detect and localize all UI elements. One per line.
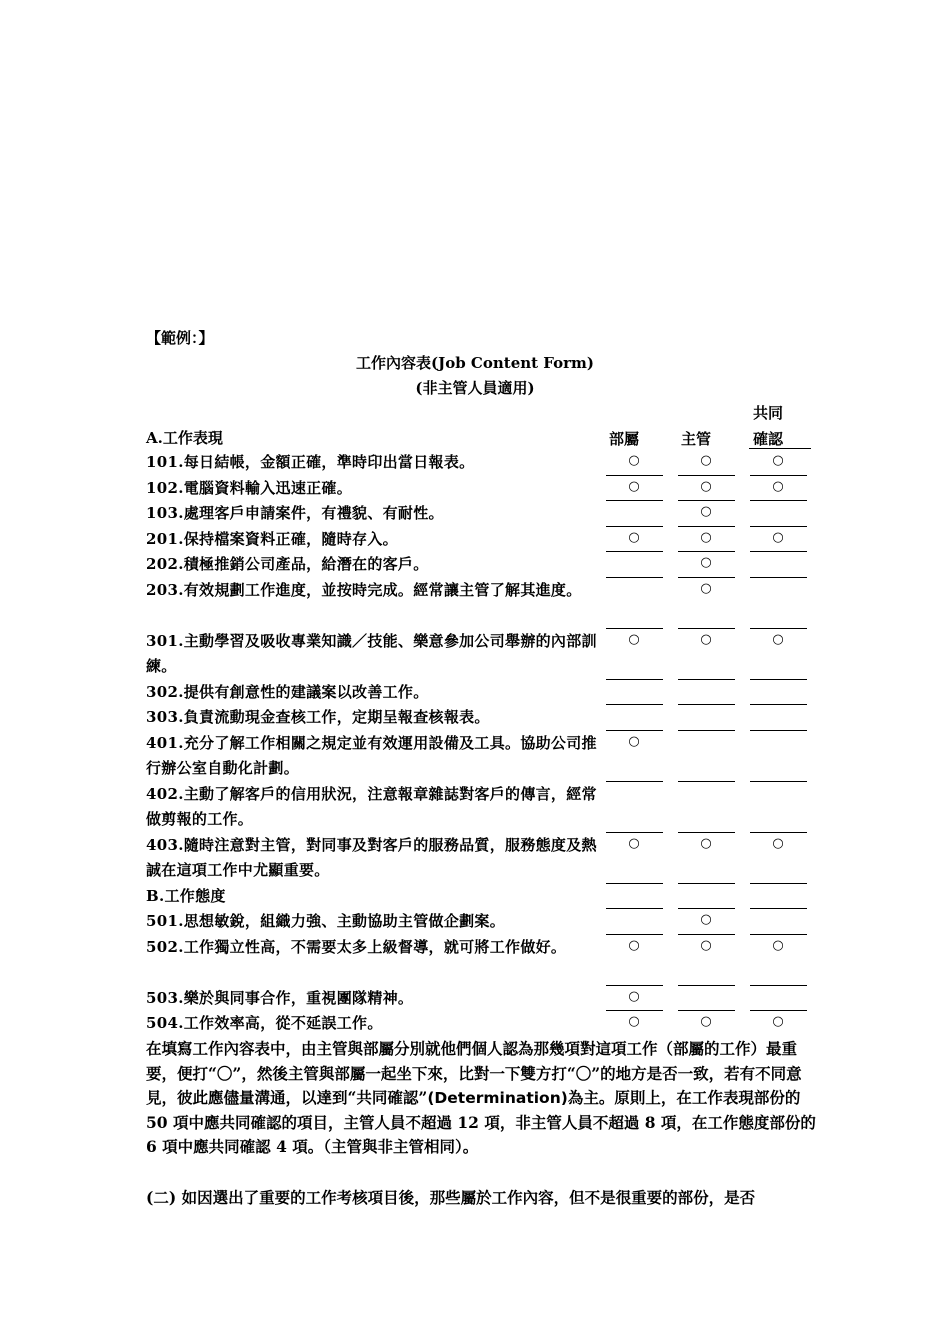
table-row-text: 401.充分了解工作相關之規定並有效運用設備及工具。協助公司推行辦公室自動化計劃。	[146, 733, 597, 777]
cell-underline	[678, 985, 735, 986]
cell-underline	[606, 500, 663, 501]
cell-underline	[678, 551, 735, 552]
cell-underline	[750, 832, 807, 833]
cell-underline	[750, 730, 807, 731]
column-joint-line1: 共同	[753, 404, 784, 422]
table-row-text: 101.每日結帳，金額正確，準時印出當日報表。	[146, 453, 475, 471]
cell-underline	[678, 628, 735, 629]
check-mark: ○	[772, 453, 784, 468]
check-mark: ○	[700, 1014, 712, 1029]
column-supervisor: 主管	[681, 430, 712, 448]
cell-underline	[678, 730, 735, 731]
check-mark: ○	[700, 478, 712, 494]
cell-underline	[750, 679, 807, 680]
cell-underline	[750, 577, 807, 578]
explanation-text-1: 在填寫工作內容表中，由主管與部屬分別就他們個人認為那幾項對這項工作（部屬的工作）最重要，便打“〇”，然後主管與部屬一起坐下來，比對一下雙方打“〇”的地方是否一致，若有不同意見，彼此應儘量溝通，以達到“共同確認”	[146, 1039, 802, 1107]
cell-underline	[678, 577, 735, 578]
table-row-text: 403.隨時注意對主管，對同事及對客戶的服務品質，服務態度及熱誠在這項工作中尤顯重要。	[146, 835, 597, 879]
cell-underline	[606, 883, 663, 884]
cell-underline	[750, 500, 807, 501]
cell-underline	[750, 1010, 807, 1011]
check-mark: ○	[772, 631, 784, 647]
cell-underline	[750, 475, 807, 476]
section-two-paragraph: (二) 如因選出了重要的工作考核項目後，那些屬於工作內容，但不是很重要的部份，是否	[146, 1188, 756, 1207]
check-mark: ○	[772, 1014, 784, 1029]
table-row-text: 501.思想敏銳，組織力強、主動協助主管做企劃案。	[146, 912, 506, 930]
column-joint-line2: 確認	[753, 430, 784, 448]
check-mark: ○	[628, 529, 640, 545]
cell-underline	[606, 832, 663, 833]
table-row-text: 503.樂於與同事合作，重視團隊精神。	[146, 988, 414, 1007]
cell-underline	[606, 704, 663, 705]
cell-underline	[678, 1010, 735, 1011]
check-mark: ○	[628, 631, 640, 647]
check-mark: ○	[700, 504, 712, 519]
check-mark: ○	[772, 478, 784, 494]
table-row-text: 102.電腦資料輸入迅速正確。	[146, 478, 353, 497]
column-subordinate: 部屬	[609, 430, 640, 448]
cell-underline	[606, 551, 663, 552]
cell-underline	[750, 704, 807, 705]
table-row-text: 201.保持檔案資料正確，隨時存入。	[146, 529, 398, 548]
cell-underline	[750, 781, 807, 782]
table-row-text: 303.負責流動現金查核工作，定期呈報查核報表。	[146, 708, 490, 726]
cell-underline	[678, 832, 735, 833]
check-mark: ○	[700, 912, 712, 927]
cell-underline	[606, 526, 663, 527]
table-row-text: 103.處理客戶申請案件，有禮貌、有耐性。	[146, 504, 444, 522]
explanation-paragraph	[146, 1037, 826, 1160]
table-row-text: 502.工作獨立性高，不需要太多上級督導，就可將工作做好。	[146, 937, 567, 956]
cell-underline	[678, 883, 735, 884]
column-header-underline	[749, 448, 811, 449]
cell-underline	[606, 730, 663, 731]
table-row-text: 202.積極推銷公司產品，給潛在的客戶。	[146, 555, 429, 573]
check-mark: ○	[628, 453, 640, 468]
check-mark: ○	[628, 478, 640, 494]
determination-term: (Determination)	[427, 1089, 568, 1107]
table-row-text: 302.提供有創意性的建議案以改善工作。	[146, 682, 429, 701]
cell-underline	[678, 500, 735, 501]
cell-underline	[678, 679, 735, 680]
table-row-text: 402.主動了解客戶的信用狀況，注意報章雜誌對客戶的傳言，經常做剪報的工作。	[146, 784, 597, 828]
table-row-text: 301.主動學習及吸收專業知識／技能、樂意參加公司舉辦的內部訓練。	[146, 631, 597, 675]
check-mark: ○	[700, 580, 712, 596]
check-mark: ○	[700, 453, 712, 468]
table-row-text: 504.工作效率高，從不延誤工作。	[146, 1014, 383, 1032]
form-subtitle: (非主管人員適用)	[415, 379, 535, 397]
check-mark: ○	[700, 529, 712, 545]
check-mark: ○	[628, 835, 640, 851]
cell-underline	[750, 883, 807, 884]
cell-underline	[678, 526, 735, 527]
cell-underline	[606, 781, 663, 782]
cell-underline	[606, 628, 663, 629]
cell-underline	[750, 908, 807, 909]
check-mark: ○	[628, 937, 640, 953]
cell-underline	[678, 934, 735, 935]
cell-underline	[678, 781, 735, 782]
check-mark: ○	[772, 937, 784, 953]
check-mark: ○	[700, 631, 712, 647]
check-mark: ○	[628, 733, 640, 749]
cell-underline	[750, 985, 807, 986]
cell-underline	[678, 475, 735, 476]
cell-underline	[606, 934, 663, 935]
table-row-text: 203.有效規劃工作進度，並按時完成。經常讓主管了解其進度。	[146, 580, 582, 599]
cell-underline	[606, 1010, 663, 1011]
cell-underline	[678, 704, 735, 705]
check-mark: ○	[700, 555, 712, 570]
explanation-text-2: 為主。原則上，在工作表現部份的 50 項中應共同確認的項目，主管人員不超過 12 項，非主管人員不超過 8 項，在工作態度部份的 6 項中應共同確認 4 項。（主管與非主管相同）。	[146, 1088, 816, 1156]
check-mark: ○	[772, 835, 784, 851]
check-mark: ○	[628, 1014, 640, 1029]
cell-underline	[606, 475, 663, 476]
cell-underline	[750, 526, 807, 527]
cell-underline	[606, 985, 663, 986]
check-mark: ○	[628, 988, 640, 1004]
cell-underline	[606, 577, 663, 578]
cell-underline	[750, 934, 807, 935]
example-label: 【範例：】	[146, 329, 214, 347]
cell-underline	[678, 908, 735, 909]
check-mark: ○	[700, 937, 712, 953]
section-a-heading: A.工作表現	[146, 429, 223, 447]
table-row-text: B.工作態度	[146, 886, 226, 905]
check-mark: ○	[772, 529, 784, 545]
cell-underline	[606, 908, 663, 909]
form-title: 工作內容表(Job Content Form)	[356, 354, 594, 372]
cell-underline	[606, 679, 663, 680]
cell-underline	[750, 551, 807, 552]
check-mark: ○	[700, 835, 712, 851]
cell-underline	[750, 628, 807, 629]
